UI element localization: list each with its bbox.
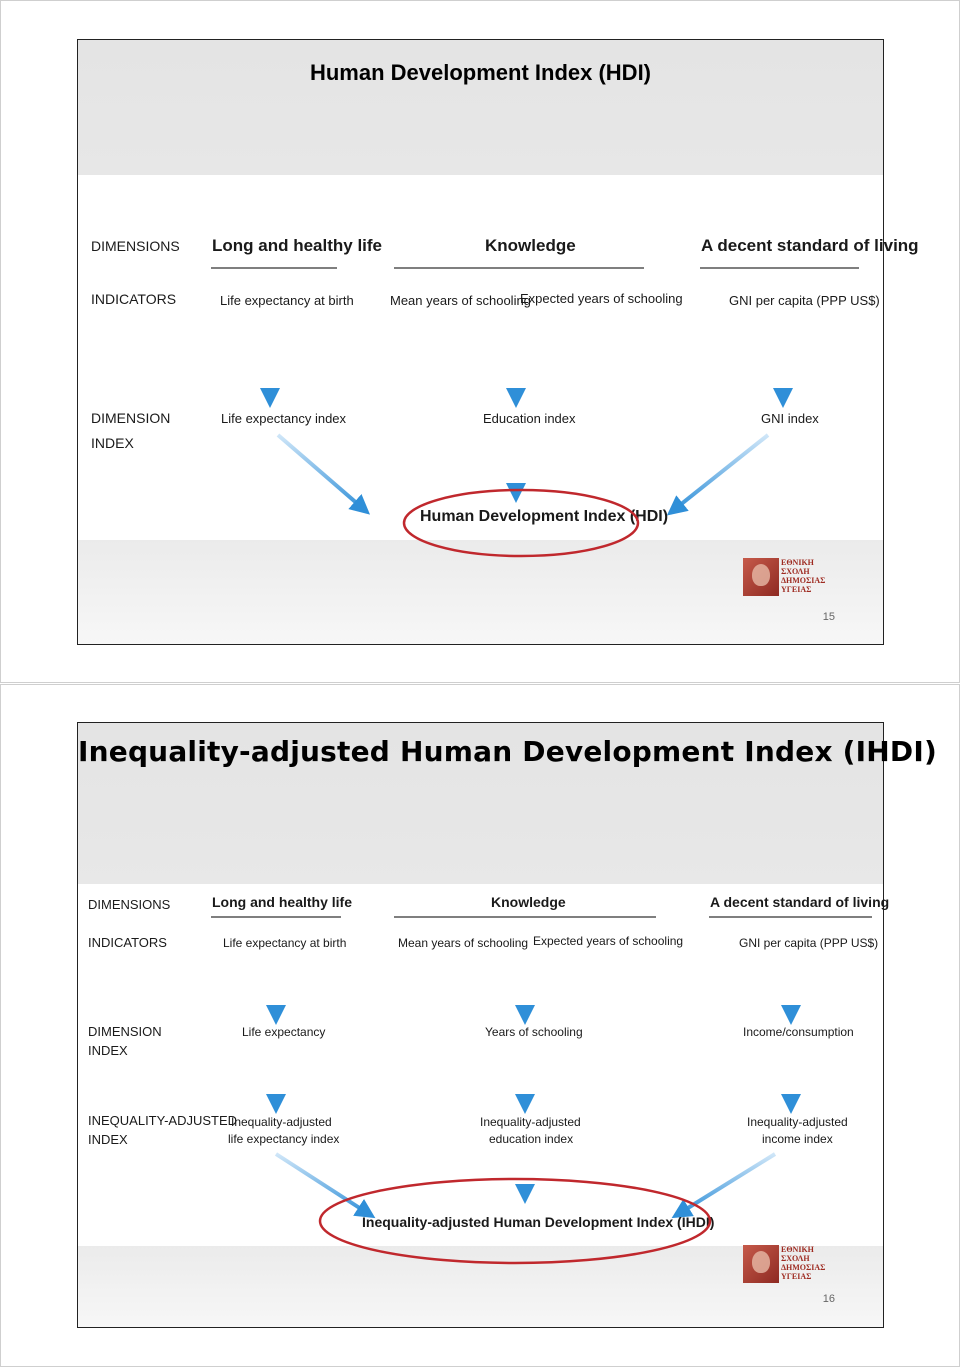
- row-label-inequality-adjusted-index: INEQUALITY-ADJUSTED: [88, 1113, 238, 1128]
- dimension-knowledge: Knowledge: [491, 894, 566, 910]
- row-label-dimensions: DIMENSIONS: [88, 897, 171, 912]
- indicator-mean-schooling: Mean years of schooling: [398, 936, 529, 950]
- index-income-consumption: Income/consumption: [743, 1025, 854, 1039]
- indicator-expected-schooling: Expected years of schooling: [533, 934, 684, 948]
- logo-portrait: [743, 558, 779, 596]
- row-label-indicators: INDICATORS: [91, 291, 177, 307]
- index-education: Education index: [483, 411, 576, 426]
- slide-title: Human Development Index (HDI): [309, 60, 652, 85]
- institution-logo: [743, 1245, 841, 1283]
- logo-portrait: [743, 1245, 779, 1283]
- index-life-expectancy: Life expectancy: [242, 1025, 326, 1039]
- highlight-ellipse: [320, 1179, 710, 1263]
- dimension-knowledge: Knowledge: [485, 236, 576, 255]
- logo-line: ΥΓΕΙΑΣ: [781, 585, 812, 594]
- indicator-gni: GNI per capita (PPP US$): [729, 293, 880, 308]
- highlight-ellipse: [404, 490, 638, 556]
- page-number: 16: [822, 1293, 835, 1305]
- row-label-dimension-index: DIMENSION: [91, 410, 171, 426]
- logo-line: ΕΘΝΙΚΗ: [781, 558, 814, 567]
- row-label-dimensions: DIMENSIONS: [91, 238, 180, 254]
- ineq-index-education: Inequality-adjusted: [480, 1115, 581, 1129]
- logo-line: ΕΘΝΙΚΗ: [781, 1245, 814, 1254]
- institution-logo: [743, 558, 841, 596]
- result-ihdi: Inequality-adjusted Human Development Index (IHDI): [362, 1214, 715, 1230]
- slide-title: Inequality-adjusted Human Development Index (IHDI): [78, 735, 937, 768]
- dimension-health: Long and healthy life: [212, 894, 353, 910]
- dimension-living-standard: A decent standard of living: [710, 894, 890, 910]
- logo-text: [781, 558, 841, 594]
- highlight-ellipse-svg: [78, 480, 883, 570]
- index-life-expectancy: Life expectancy index: [221, 411, 347, 426]
- dimension-living-standard: A decent standard of living: [701, 236, 919, 255]
- row-label-dimension-index: DIMENSION: [88, 1024, 162, 1039]
- ineq-index-life-expectancy: life expectancy index: [228, 1132, 340, 1146]
- indicator-life-expectancy: Life expectancy at birth: [220, 293, 354, 308]
- slide-ihdi: [77, 722, 937, 1328]
- ineq-index-income: income index: [762, 1132, 833, 1146]
- logo-line: ΔΗΜΟΣΙΑΣ: [781, 1263, 826, 1272]
- logo-text: [781, 1245, 841, 1281]
- logo-line: ΥΓΕΙΑΣ: [781, 1272, 812, 1281]
- logo-line: ΣΧΟΛΗ: [781, 567, 810, 576]
- indicator-gni: GNI per capita (PPP US$): [739, 936, 879, 950]
- index-gni: GNI index: [761, 411, 819, 426]
- slide-hdi: [77, 39, 919, 645]
- row-label-dimension-index: INDEX: [91, 435, 134, 451]
- indicator-expected-schooling: Expected years of schooling: [520, 291, 683, 306]
- indicator-mean-schooling: Mean years of schooling: [390, 293, 531, 308]
- row-label-dimension-index: INDEX: [88, 1043, 128, 1058]
- ineq-index-income: Inequality-adjusted: [747, 1115, 848, 1129]
- page-number: 15: [822, 611, 835, 623]
- ineq-index-education: education index: [489, 1132, 574, 1146]
- result-hdi: Human Development Index (HDI): [420, 508, 669, 525]
- indicator-life-expectancy: Life expectancy at birth: [223, 936, 347, 950]
- logo-line: ΣΧΟΛΗ: [781, 1254, 810, 1263]
- row-label-indicators: INDICATORS: [88, 935, 167, 950]
- ineq-index-life-expectancy: Inequality-adjusted: [231, 1115, 332, 1129]
- dimension-health: Long and healthy life: [212, 236, 383, 255]
- logo-line: ΔΗΜΟΣΙΑΣ: [781, 576, 826, 585]
- row-label-inequality-adjusted-index: INDEX: [88, 1132, 128, 1147]
- index-years-of-schooling: Years of schooling: [485, 1025, 583, 1039]
